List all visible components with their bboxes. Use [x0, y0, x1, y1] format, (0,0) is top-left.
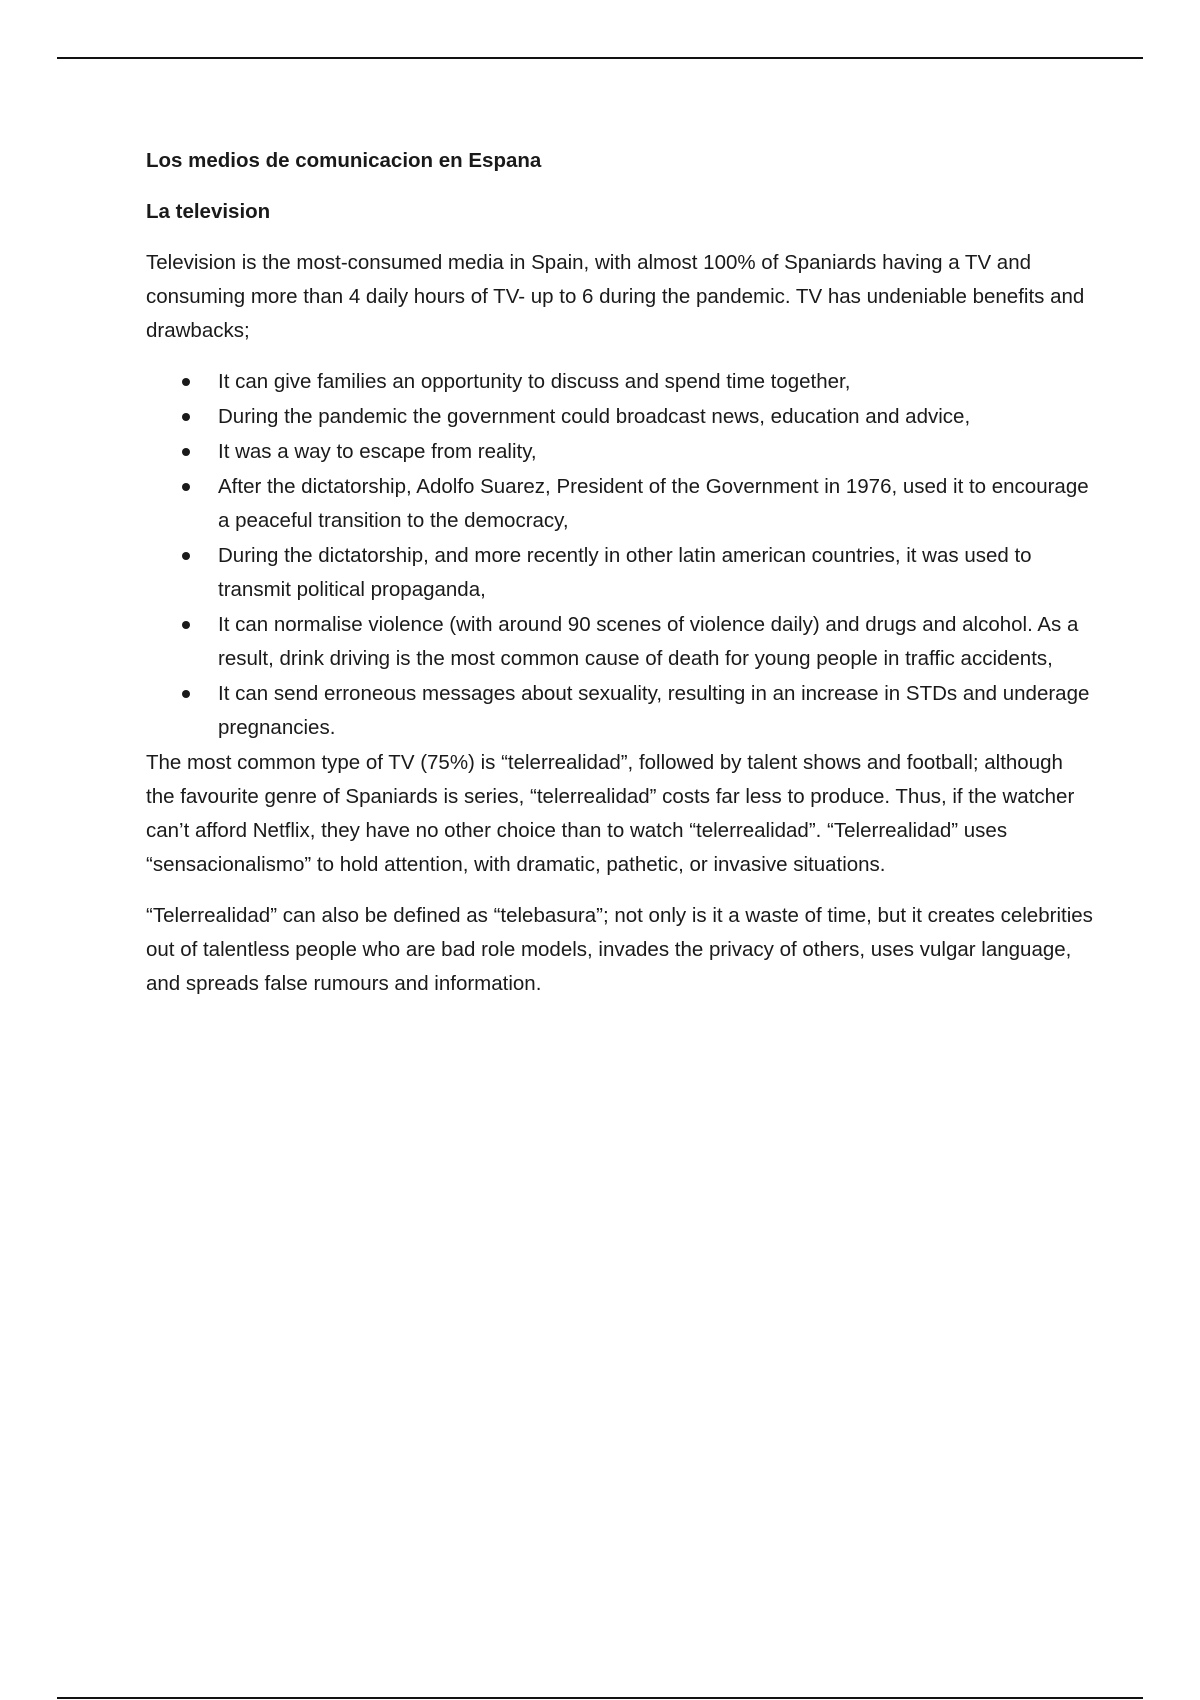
list-item: [146, 435, 1096, 469]
list-item: [146, 400, 1096, 434]
bullet-icon: [182, 448, 190, 456]
list-item-text: During the pandemic the government could broadcast news, education and advice,: [218, 405, 971, 428]
bullet-icon: [182, 378, 190, 386]
list-item-text: After the dictatorship, Adolfo Suarez, President of the Government in 1976, used it to encourage a peaceful transition to the democracy,: [218, 475, 1089, 532]
list-item-text: It was a way to escape from reality,: [218, 440, 537, 463]
section-heading: La television: [146, 200, 271, 223]
footer-rule: [57, 1697, 1143, 1699]
telebasura-paragraph: “Telerrealidad” can also be defined as “telebasura”; not only is it a waste of time, but it creates celebrities out of talentless people who are bad role models, invades the privacy of others, uses vulgar language, and spreads false rumours and information.: [146, 904, 1093, 995]
list-item-text: During the dictatorship, and more recently in other latin american countries, it was used to transmit political propaganda,: [218, 544, 1032, 601]
telerrealidad-paragraph: The most common type of TV (75%) is “telerrealidad”, followed by talent shows and football; although the favourite genre of Spaniards is series, “telerrealidad” costs far less to produce. Thus, if the watcher can’t afford Netflix, they have no other choice than to watch “telerrealidad”. “Telerrealidad” uses “sensacionalismo” to hold attention, with dramatic, pathetic, or invasive situations.: [146, 751, 1075, 876]
list-item-text: It can give families an opportunity to discuss and spend time together,: [218, 370, 851, 393]
benefits-drawbacks-list: [146, 365, 1096, 745]
bullet-icon: [182, 621, 190, 629]
document-title: Los medios de comunicacion en Espana: [146, 149, 542, 172]
list-item-text: It can normalise violence (with around 90 scenes of violence daily) and drugs and alcohol. As a result, drink driving is the most common cause of death for young people in traffic accidents,: [218, 613, 1079, 670]
header-rule: [57, 57, 1143, 59]
bullet-icon: [182, 483, 190, 491]
list-item: [146, 677, 1096, 745]
list-item: [146, 470, 1096, 538]
bullet-icon: [182, 552, 190, 560]
list-item-text: It can send erroneous messages about sexuality, resulting in an increase in STDs and underage pregnancies.: [218, 682, 1090, 739]
list-item: [146, 608, 1096, 676]
bullet-icon: [182, 690, 190, 698]
document-body: [146, 144, 1096, 1001]
bullet-icon: [182, 413, 190, 421]
list-item: [146, 539, 1096, 607]
intro-paragraph: Television is the most-consumed media in Spain, with almost 100% of Spaniards having a TV and consuming more than 4 daily hours of TV- up to 6 during the pandemic. TV has undeniable benefits and drawbacks;: [146, 251, 1085, 342]
list-item: [146, 365, 1096, 399]
